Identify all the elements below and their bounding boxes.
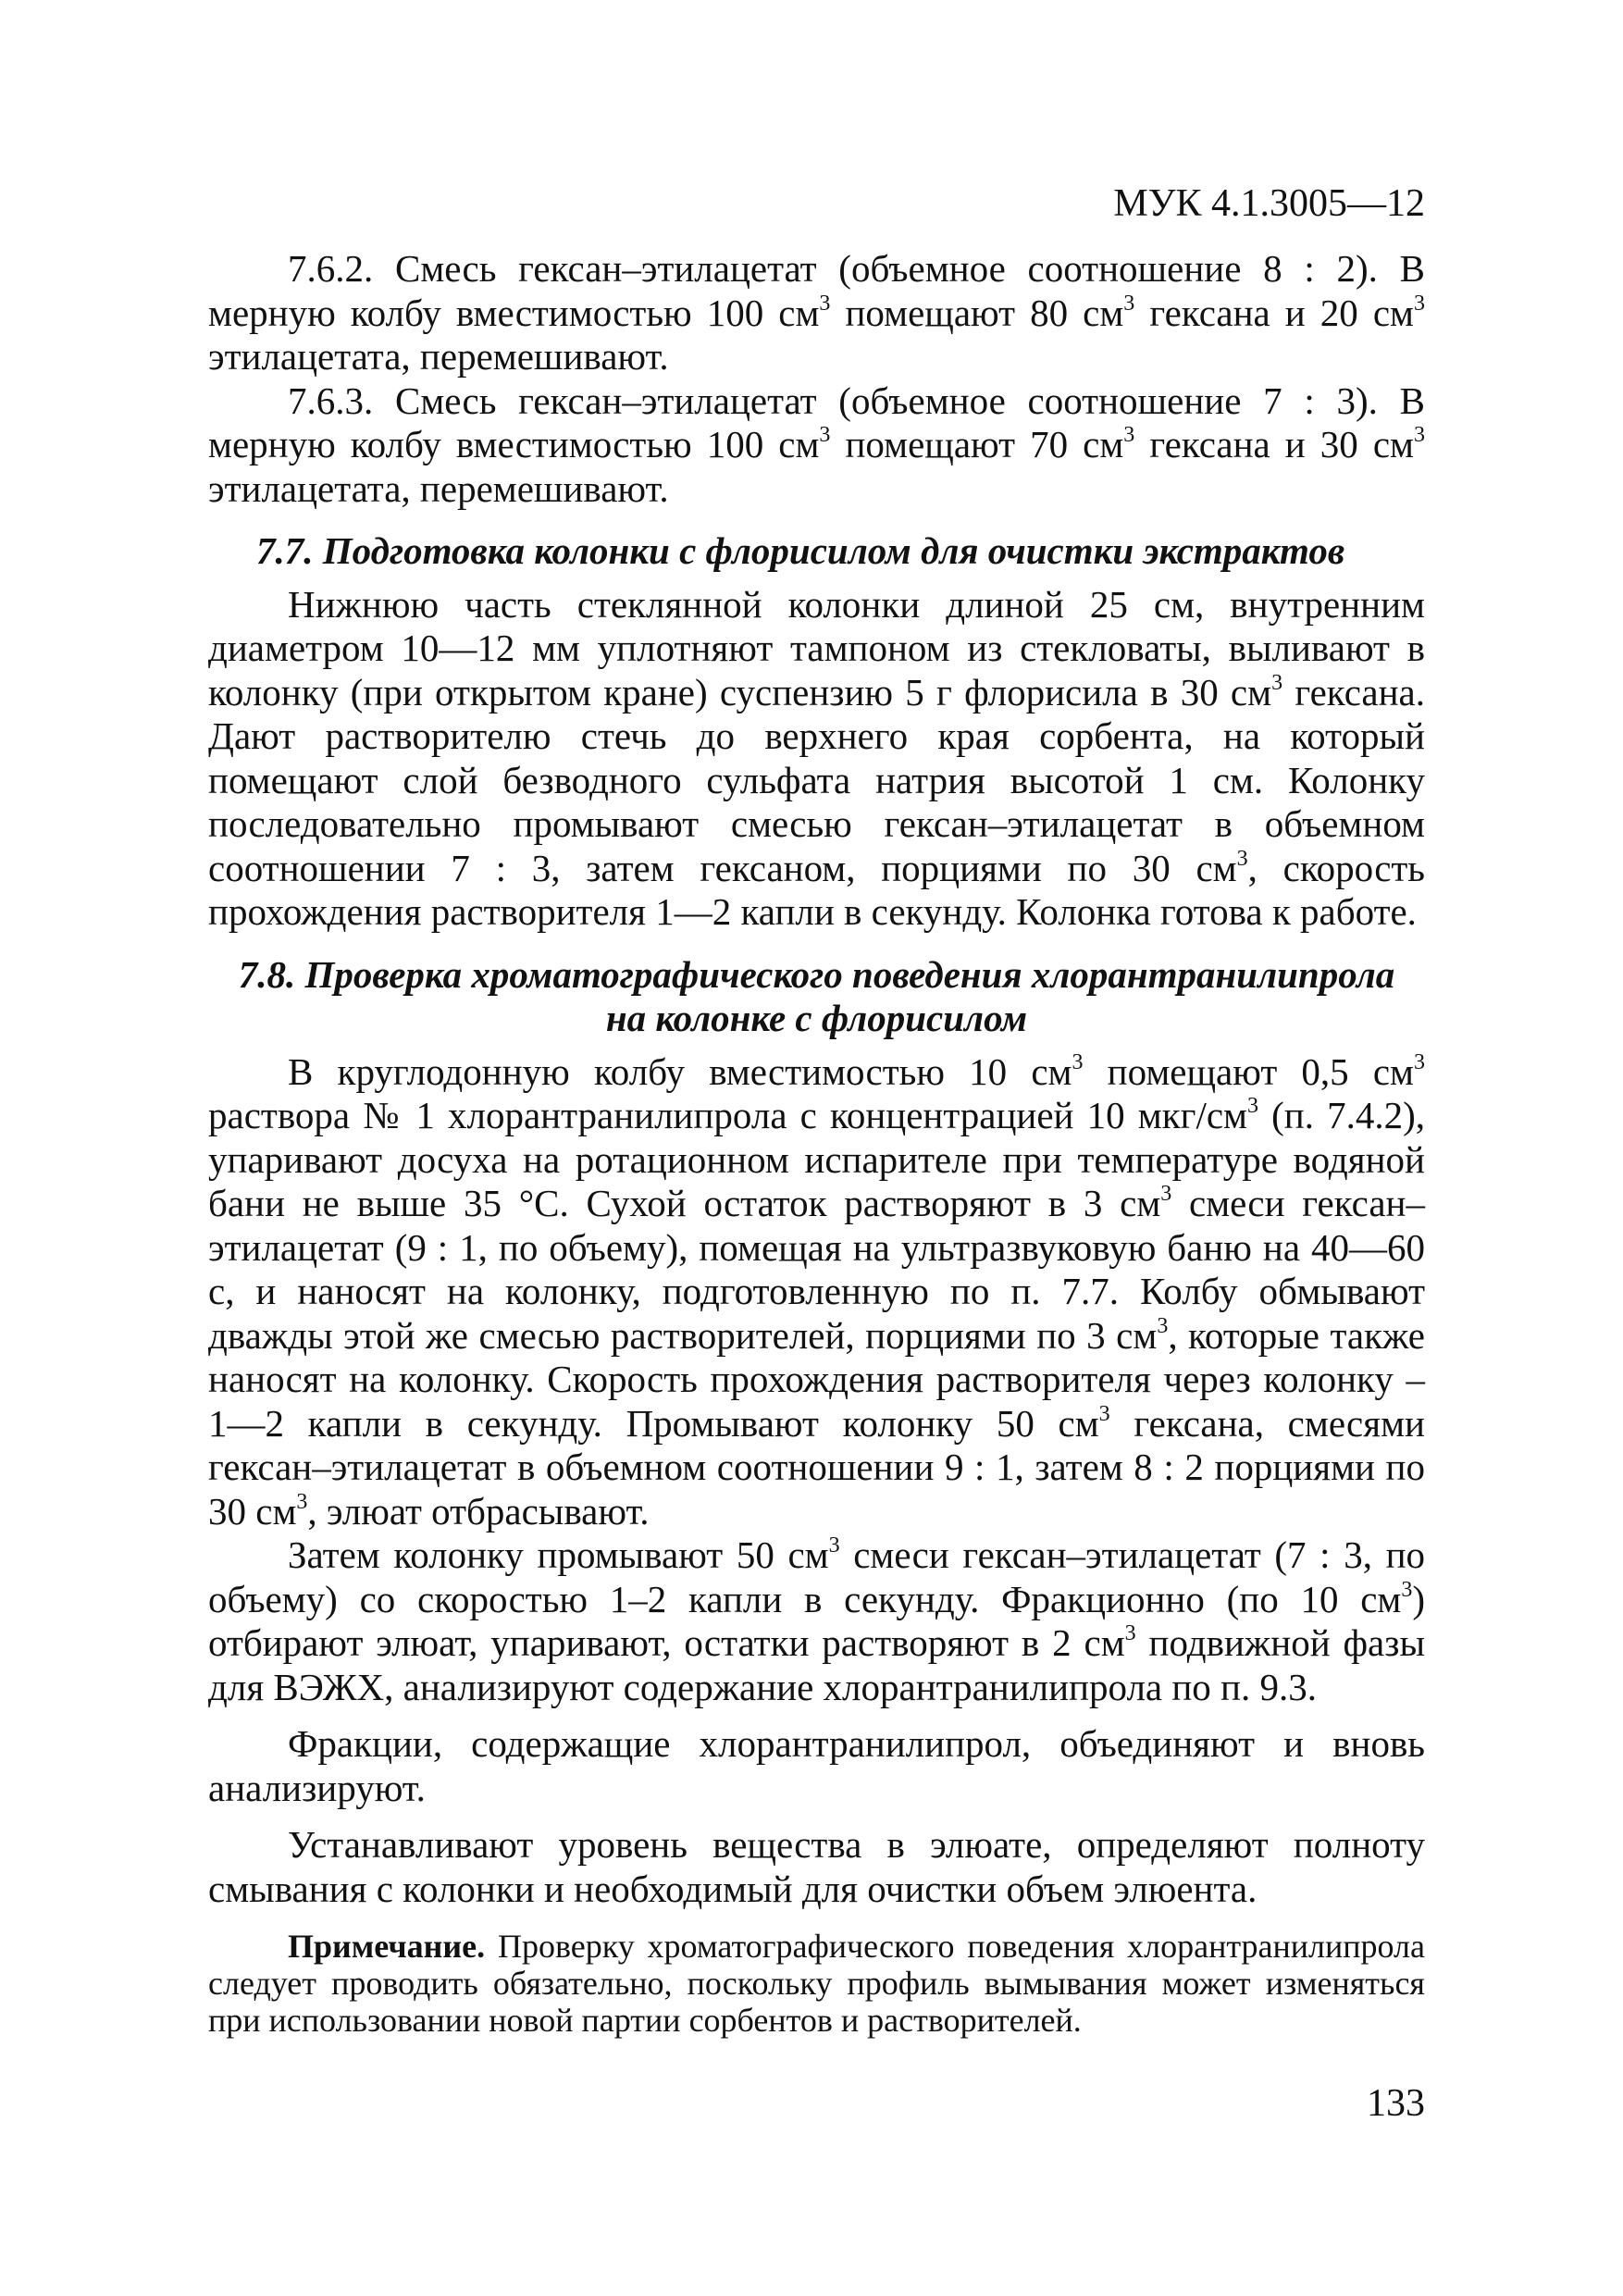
paragraph-7-7: Нижнюю часть стеклянной колонки длиной 25 см, внутренним диаметром 10—12 мм уплотняют тампоном из стекловаты, выливают в колонку (при открытом кране) суспензию 5 г флорисила в 30 $см^3$ гексана. Дают растворителю стечь до верхнего края сорбента, на который помещают слой безводного сульфата натрия высотой 1 см. Колонку последовательно промывают смесью гексан–этилацетат в объемном соотношении 7 : 3, затем гексаном, порциями по 30 $см^3$, скорость прохождения растворителя 1—2 капли в секунду. Колонка готова к работе. [208, 582, 1426, 933]
section-heading-7-8 [208, 953, 1425, 1041]
paragraph-7-6-3: 7.6.3. Смесь гексан–этилацетат (объемное соотношение 7 : 3). В мерную колбу вместимостью 100 $см^3$ помещают 70 $см^3$ гексана и 30 $см^3$ этилацетата, перемешивают. [208, 379, 1425, 510]
note-label: Примечание. [288, 1928, 486, 1965]
spacer [208, 1810, 1425, 1823]
paragraph-7-8-elution: Затем колонку промывают 50 $см^3$ смеси гексан–этилацетат (7 : 3, по объему) со скоростью 1–2 капли в секунду. Фракционно (по 10 $см^3$) отбирают элюат, упаривают, остатки растворяют в 2 $см^3$ подвижной фазы для ВЭЖХ, анализируют содержание хлорантранилипрола по п. 9.3. [208, 1533, 1426, 1708]
paragraph-7-8-level: Устанавливают уровень вещества в элюате, определяют полноту смывания с колонки и необходимый для очистки объем элюента. [208, 1823, 1425, 1910]
page-number: 133 [1367, 2082, 1425, 2125]
paragraph-7-8-fractions: Фракции, содержащие хлорантранилипрол, объединяют и вновь анализируют. [208, 1722, 1425, 1809]
document-code-header: МУК 4.1.3005—12 [1113, 182, 1425, 225]
paragraph-7-6-2: 7.6.2. Смесь гексан–этилацетат (объемное соотношение 8 : 2). В мерную колбу вместимостью 100 $см^3$ помещают 80 $см^3$ гексана и 20 $см^3$ этилацетата, перемешивают. [208, 247, 1425, 378]
section-heading-7-8-line2: на колонке с флорисилом [605, 997, 1028, 1039]
note-paragraph [208, 1928, 1425, 2039]
paragraph-7-8-procedure: В круглодонную колбу вместимостью 10 $см^3$ помещают 0,5 $см^3$ раствора № 1 хлорантранилипрола с концентрацией 10 мкг/$см^3$ (п. 7.4.2), упаривают досуха на ротационном испарителе при температуре водяной бани не выше 35 °С. Сухой остаток растворяют в 3 $см^3$ смеси гексан–этилацетат (9 : 1, по объему), помещая на ультразвуковую баню на 40—60 с, и наносят на колонку, подготовленную по п. 7.7. Колбу обмывают дважды этой же смесью растворителей, порциями по 3 $см^3$, которые также наносят на колонку. Скорость прохождения растворителя через колонку – 1—2 капли в секунду. Промывают колонку 50 $см^3$ гексана, смесями гексан–этилацетат в объемном соотношении 9 : 1, затем 8 : 2 порциями по 30 $см^3$, элюат отбрасывают. [208, 1049, 1425, 1533]
document-page [208, 180, 1425, 2039]
section-heading-7-8-line1: 7.8. Проверка хроматографического поведения хлорантранилипрола [238, 952, 1395, 996]
section-heading-7-7: 7.7. Подготовка колонки с флорисилом для очистки экстрактов [256, 529, 1345, 572]
note-text: Проверку хроматографического поведения хлорантранилипрола следует проводить обязательно, поскольку профиль вымывания может изменяться при использовании новой партии сорбентов и растворителей. [208, 1928, 1425, 2039]
spacer [208, 1709, 1425, 1722]
